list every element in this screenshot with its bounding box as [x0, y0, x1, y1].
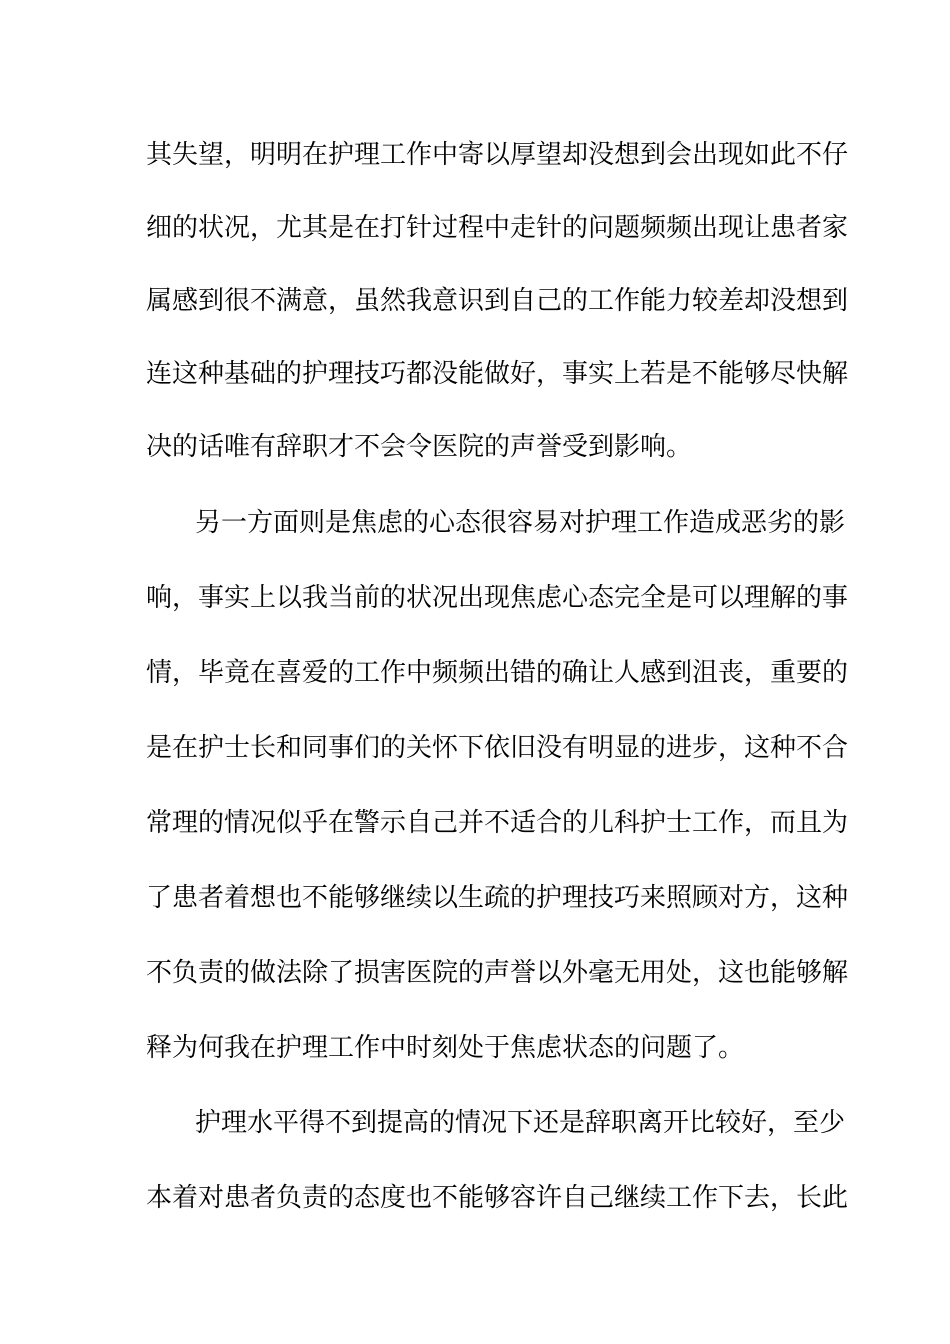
text-line: 不负责的做法除了损害医院的声誉以外毫无用处，这也能够解 [146, 958, 849, 988]
paragraph-first-line: 另一方面则是焦虑的心态很容易对护理工作造成恶劣的影 [195, 508, 846, 538]
paragraph-first-line: 护理水平得不到提高的情况下还是辞职离开比较好，至少 [195, 1108, 846, 1138]
text-line: 是在护士长和同事们的关怀下依旧没有明显的进步，这种不合 [146, 733, 849, 763]
text-line: 常理的情况似乎在警示自己并不适合的儿科护士工作，而且为 [146, 808, 849, 838]
text-line: 本着对患者负责的态度也不能够容许自己继续工作下去，长此 [146, 1183, 849, 1213]
text-line: 了患者着想也不能够继续以生疏的护理技巧来照顾对方，这种 [146, 883, 849, 913]
text-line: 连这种基础的护理技巧都没能做好，事实上若是不能够尽快解 [146, 359, 849, 389]
text-line: 情，毕竟在喜爱的工作中频频出错的确让人感到沮丧，重要的 [146, 658, 849, 688]
text-line: 其失望，明明在护理工作中寄以厚望却没想到会出现如此不仔 [146, 140, 849, 170]
text-line: 决的话唯有辞职才不会令医院的声誉受到影响。 [146, 432, 693, 462]
text-line: 细的状况，尤其是在打针过程中走针的问题频频出现让患者家 [146, 213, 849, 243]
text-line: 属感到很不满意，虽然我意识到自己的工作能力较差却没想到 [146, 286, 849, 316]
text-line: 响，事实上以我当前的状况出现焦虑心态完全是可以理解的事 [146, 583, 849, 613]
text-line: 释为何我在护理工作中时刻处于焦虑状态的问题了。 [146, 1033, 745, 1063]
